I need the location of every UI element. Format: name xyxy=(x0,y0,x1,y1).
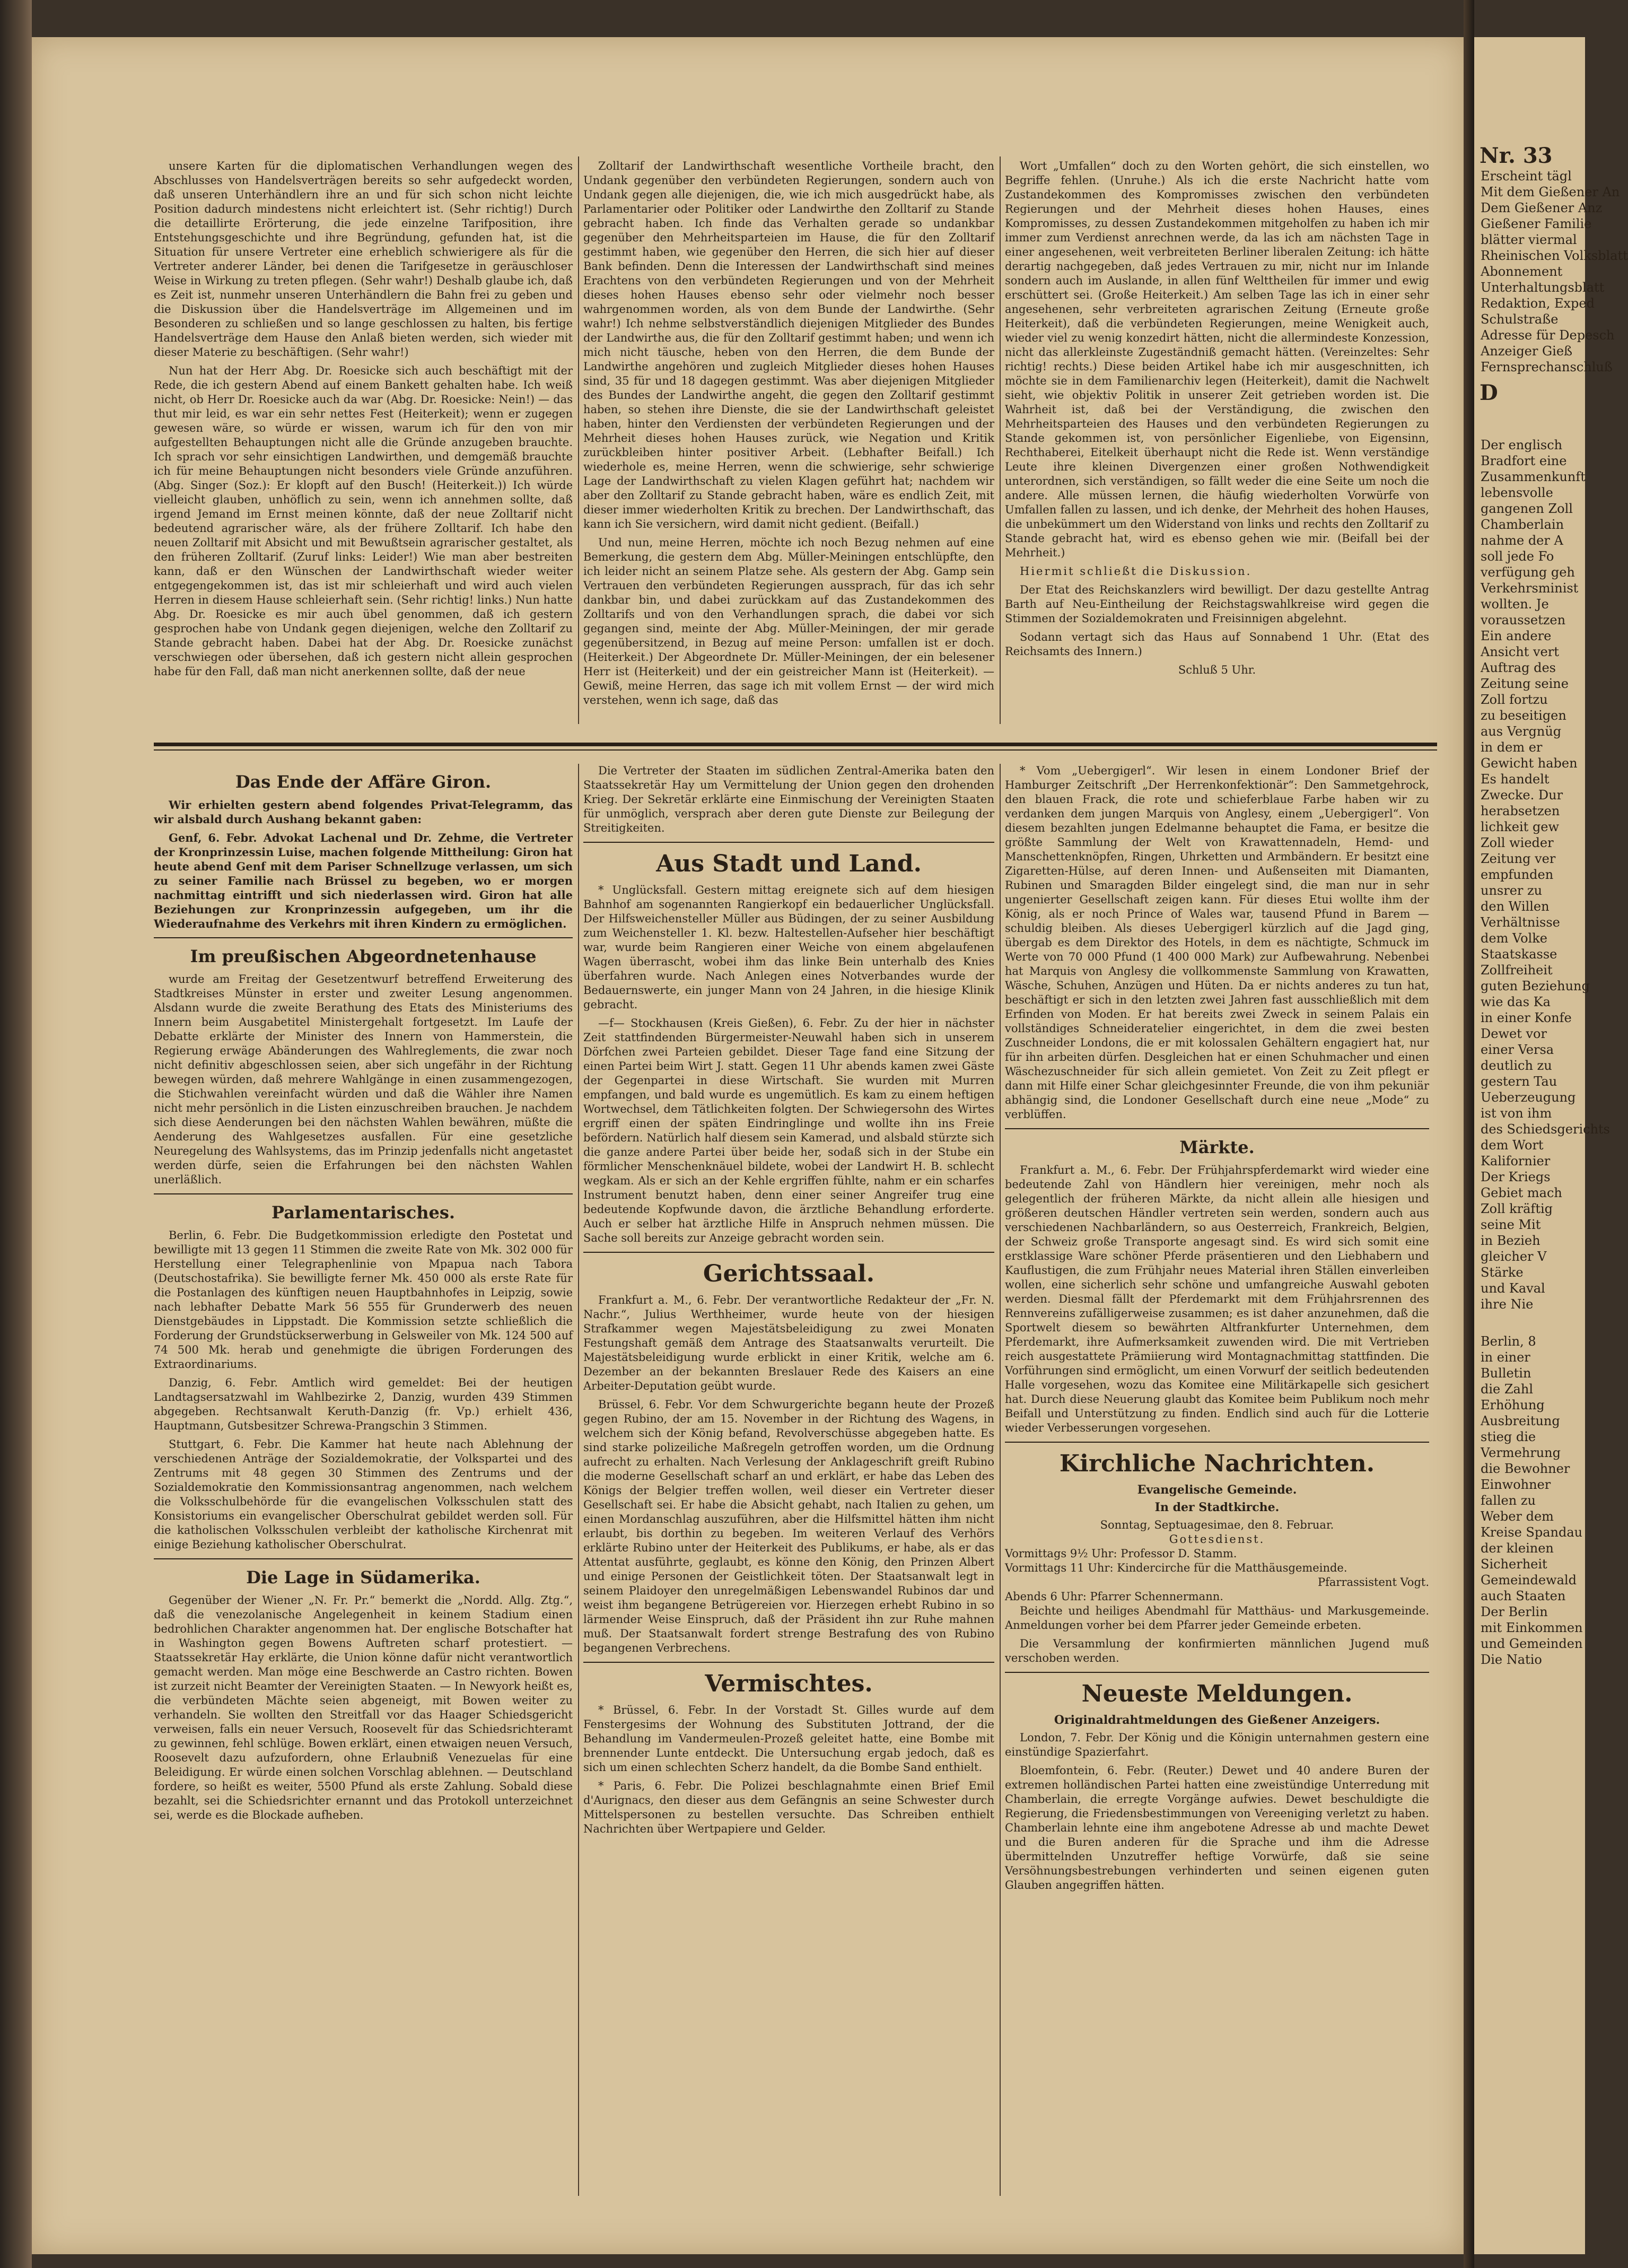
issue-number: Nr. 33 xyxy=(1480,143,1553,168)
next-page-line: Der Berlin xyxy=(1481,1604,1548,1619)
neueste-para: Bloemfontein, 6. Febr. (Reuter.) Dewet und 40 andere Buren der extremen holländischen Partei hatten eine zweistündige Unterredung mit Chamberlain, die erregte Vorgänge aufwies. Dewet beschuldigte die Regierung, die Friedensbestimmungen von Vereeniging verletzt zu haben. Chamberlain lehnte eine ihm angebotene Adresse ab und machte Dewet und die Buren anderen für die Sprache und ihm die Adresse übermittelnden Unzutreffer heftige Vorwürfe, daß sie seine Versöhnungsbestrebungen verhinderten und seinen eigenen guten Glauben angegriffen hätten. xyxy=(1005,1764,1429,1891)
next-page-line: Der Kriegs xyxy=(1481,1170,1551,1184)
next-page-line: die Zahl xyxy=(1481,1382,1533,1397)
bottom-column-1 xyxy=(154,764,573,2196)
next-page-line: soll jede Fo xyxy=(1481,549,1554,564)
affaire-body: Genf, 6. Febr. Advokat Lachenal und Dr. Zehme, die Vertreter der Kronprinzessin Luise, machen folgende Mittheilung: Giron hat heute abend Genf mit dem Pariser Schnellzuge verlassen, um sich zu seiner Familie nach Brüssel zu begeben, wo er morgen nachmittag eintrifft und sich niederlassen wird. Giron hat alle Beziehungen zur Kronprinzessin aufgegeben, um ihr die Wiederaufnahme des Verkehrs mit ihren Kindern zu ermöglichen. xyxy=(154,831,573,930)
next-page-edge xyxy=(1474,37,1628,2254)
next-page-line: Ausbreitung xyxy=(1481,1414,1560,1428)
next-page-line: Kreise Spandau xyxy=(1481,1525,1583,1540)
kirche-line: Pfarrassistent Vogt. xyxy=(1317,1576,1429,1589)
next-page-line: und Kaval xyxy=(1481,1281,1545,1296)
next-page-line: die Bewohner xyxy=(1481,1461,1570,1476)
next-page-line: seine Mit xyxy=(1481,1217,1541,1232)
next-page-line: aus Vergnüg xyxy=(1481,724,1562,739)
divider xyxy=(583,1662,994,1663)
next-page-line: Zoll fortzu xyxy=(1481,692,1548,707)
next-page-line: Bulletin xyxy=(1481,1366,1531,1381)
top-column-3 xyxy=(1005,159,1429,732)
next-page-line: Gewicht haben xyxy=(1481,756,1578,771)
next-page-line: Gebiet mach xyxy=(1481,1185,1562,1200)
next-page-line: Gemeindewald xyxy=(1481,1573,1577,1587)
next-page-initial: D xyxy=(1480,380,1498,405)
next-page-line: Ansicht vert xyxy=(1481,644,1559,659)
next-page-line: gleicher V xyxy=(1481,1249,1547,1264)
top-column-1 xyxy=(154,159,573,732)
next-page-line: auch Staaten xyxy=(1481,1589,1566,1603)
next-page-line: Bradfort eine xyxy=(1481,453,1567,468)
stadt-para: * Unglücksfall. Gestern mittag ereignete sich auf dem hiesigen Bahnhof am sogenannten Rangierkopf ein bedauerlicher Unglücksfall. Der Hilfsweichensteller Müller aus Büdingen, der zu seiner Ausbildung zum Weichensteller 1. Kl. bezw. Haltestellen-Aufseher hier beschäftigt war, wurde beim Rangieren einer Weiche von einem abgelaufenen Wagen überrascht, wobei ihm das linke Bein unterhalb des Knies überfahren wurde. Nach Anlegen eines Notverbandes wurde der Bedauernswerte, ein junger Mann von 24 Jahren, in die hiesige Klinik gebracht. xyxy=(583,884,994,1011)
parlamentarisches-para: Danzig, 6. Febr. Amtlich wird gemeldet: Bei der heutigen Landtagsersatzwahl im Wahlbezirke 2, Danzig, wurden 439 Stimmen abgegeben. Rechtsanwalt Keruth-Danzig (fr. Vp.) erhielt 436, Hauptmann, Gutsbesitzer Schrewa-Prangschin 3 Stimmen. xyxy=(154,1376,573,1432)
kirche-line: Sonntag, Septuagesimae, den 8. Februar. xyxy=(1100,1519,1334,1531)
abgeordnetenhaus-headline: Im preußischen Abgeordnetenhause xyxy=(190,946,537,966)
next-page-line: Weber dem xyxy=(1481,1509,1554,1524)
next-page-line: Die Natio xyxy=(1481,1652,1542,1667)
book-spine xyxy=(1464,0,1474,2268)
next-page-line: Unterhaltungsblatt xyxy=(1481,280,1605,295)
next-page-line: dem Wort xyxy=(1481,1138,1544,1153)
top-col2-para: Zolltarif der Landwirthschaft wesentliche Vortheile bracht, den Undank gegenüber den verbündeten Regierungen, sondern auch von Undank gegen alle diejenigen, die, wie ich mich ausgedrückt habe, als Parlamentarier oder Politiker oder Landwirthe den Zolltarif zu Stande gebracht haben. Ich finde das Verhalten gerade so undankbar gegenüber den Mehrheitsparteien im Hause, die für den Zolltarif gestimmt haben, wie gegenüber den Herren, die sich hier auf dieser Bank befinden. Denn die Interessen der Landwirthschaft sind meines Erachtens von den verbündeten Regierungen und von der Mehrheit dieses hohen Hauses ebenso sehr oder vielmehr noch besser wahrgenommen worden, als von dem Bunde der Landwirthe. (Sehr wahr!) Ich nehme selbstverständlich diejenigen Mitglieder des Bundes der Landwirthe aus, die für den Zolltarif gestimmt haben; und wenn ich mich nicht täusche, heben von den Herren, die dem Bunde der Landwirthe angehören und zugleich Mitglieder dieses hohen Hauses sind, 35 für und 18 dagegen gestimmt. Was aber diejenigen Mitglieder des Bundes der Landwirthe angeht, die gegen den Zolltarif gestimmt haben, so stehen ihre Dienste, die sie der Landwirthschaft geleistet haben, hinter den Verdiensten der verbündeten Regierungen und der Mehrheit dieses hohen Hauses zurück, wie Negation und Kritik zurückbleiben hinter positiver Arbeit. (Lebhafter Beifall.) Ich wiederhole es, meine Herren, wenn die schwierige, sehr schwierige Lage der Landwirthschaft zu vielen Klagen geführt hat; nachdem wir aber den Zolltarif zu Stande gebracht haben, wäre es endlich Zeit, mit dieser immer wiederholten Kritik zu brechen. Der Landwirthschaft, das kann ich Sie versichern, wird damit nicht gedient. (Beifall.) xyxy=(583,160,994,530)
next-page-line: gangenen Zoll xyxy=(1481,501,1573,516)
abgeordnetenhaus-body: wurde am Freitag der Gesetzentwurf betreffend Erweiterung des Stadtkreises Münster in erster und zweiter Lesung angenommen. Alsdann wurde die zweite Berathung des Etats des Ministeriums des Innern beim Ausgabetitel Ministergehalt fortgesetzt. Im Laufe der Debatte erklärte der Minister des Innern von Hammerstein, die Regierung erwäge Abänderungen des Wahlreglements, die zwar noch nicht definitiv abgeschlossen seien, aber sich ungefähr in der Richtung bewegen würden, daß mehrere Wahlgänge in einen zusammengezogen, die Stichwahlen vereinfacht würden und daß die Wähler ihre Namen nicht mehr persönlich in die Listen einzuschreiben brauchen. Je nachdem sich diese Aenderungen bei den nächsten Wahlen bewähren, müßte die Aenderung des Wahlgesetzes ausfallen. Für eine gesetzliche Neuregelung des Wahlsystems, das im Prinzip jedenfalls nicht angetastet werden dürfe, seien die Erfahrungen bei den nächsten Wahlen unerläßlich. xyxy=(154,973,573,1186)
next-page-line: zu beseitigen xyxy=(1481,708,1566,723)
next-page-line: Auftrag des xyxy=(1481,660,1556,675)
affaire-headline: Das Ende der Affäre Giron. xyxy=(235,772,492,792)
next-page-line: Ein andere xyxy=(1481,629,1552,643)
suedamerika-body: Gegenüber der Wiener „N. Fr. Pr.“ bemerkt die „Nordd. Allg. Ztg.“, daß die venezolanische Angelegenheit in keinem Stadium einen bedrohlichen Charakter angenommen hat. Der englische Botschafter hat in Washington gegen Bowens Auftreten scharf protestiert. — Staatssekretär Hay erklärte, die Union könne dafür nicht verantwortlich gemacht werden. Man möge eine Beschwerde an Castro richten. Bowen ist zurzeit nicht Beamter der Vereinigten Staaten. — In Newyork heißt es, die verbündeten Mächte seien abgeneigt, mit Bowen weiter zu verhandeln. Sie wollten den Streitfall vor das Haager Schiedsgericht verweisen, falls ein neuer Versuch, Roosevelt für das Schiedsrichteramt zu gewinnen, fehl schlüge. Bowen erklärt, einen etwaigen neuen Versuch, Roosevelt dazu aufzufordern, ohne Erlaubniß Venezuelas für eine Beleidigung. Er würde einen solchen Vorschlag ablehnen. — Deutschland fordere, so heißt es weiter, 5500 Pfund als erste Zahlung. Sobald diese bezahlt, sei die Schiedsrichter ernannt und das Protokoll unterzeichnet sei, werde es die Blockade aufheben. xyxy=(154,1594,573,1821)
neueste-headline: Neueste Meldungen. xyxy=(1081,1680,1353,1707)
parlamentarisches-para: Stuttgart, 6. Febr. Die Kammer hat heute nach Ablehnung der verschiedenen Anträge der Sozialdemokratie, der Volkspartei und des Zentrums mit 48 gegen 30 Stimmen des Zentrums und der Sozialdemokratie den Kommissionsantrag angenommen, nach welchem die Volksschulbehörde für die evangelischen Volksschulen statt des Konsistoriums ein evangelischer Oberschulrat gebildet werden soll. Für die katholischen Volksschulen verbleibt der katholische Kirchenrat mit einige Beziehung katholischer Oberschulrat. xyxy=(154,1438,573,1551)
next-page-line: Gießener Familie xyxy=(1481,216,1592,231)
next-page-line: Anzeiger Gieß xyxy=(1481,344,1573,359)
top-col1-para: Nun hat der Herr Abg. Dr. Roesicke sich auch beschäftigt mit der Rede, die ich gestern Abend auf einem Bankett gehalten habe. Ich weiß nicht, ob Herr Dr. Roesicke auch da war (Abg. Dr. Roesicke: Nein!) — das thut mir leid, es war ein sehr nettes Fest (Heiterkeit); wenn er zugegen gewesen wäre, so würde er wissen, warum ich für den von mir aufgestellten Behauptungen nicht alle die Gründe anzugeben brauchte. Ich sprach vor sehr einsichtigen Landwirthen, und demgemäß brauchte ich für meine Behauptungen nicht besonders viele Gründe anzuführen. (Abg. Singer (Soz.): Er klopft auf den Busch! (Heiterkeit.)) Ich würde vielleicht glauben, unhöflich zu sein, wenn ich annehmen sollte, daß irgend Jemand im Ernst meinen könnte, daß der neue Zolltarif nicht bedeutend agrarischer wäre, als der frühere Zolltarif. Ich habe den neuen Zolltarif mit Absicht und mit Bewußtsein agrarischer gestaltet, als den früheren Zolltarif. (Zuruf links: Leider!) Wie man aber bestreiten kann, daß er den Wünschen der Landwirthschaft wieder weiter entgegengekommen ist, das ist mir schleierhaft und wird auch vielen Herren in diesem Hause schleierhaft sein. (Sehr richtig! links.) Nun hatte Abg. Dr. Roesicke es mir auch übel genommen, daß ich gestern gesprochen habe von Undank gegen diejenigen, welche den Zolltarif zu Stande gebracht haben. Dabei hat der Abg. Dr. Roesicke zunächst verschwiegen oder übersehen, daß ich gestern nicht allein gesprochen habe für den Fall, daß man nicht anerkennen sollte, daß der neue xyxy=(154,364,573,678)
next-page-line: in dem er xyxy=(1481,740,1543,755)
next-page-line: Schulstraße xyxy=(1481,312,1559,327)
next-page-line: lebensvolle xyxy=(1481,485,1553,500)
next-page-line: Sicherheit xyxy=(1481,1557,1547,1572)
next-page-line: nahme der A xyxy=(1481,533,1563,548)
next-page-line: Vermehrung xyxy=(1481,1445,1561,1460)
divider xyxy=(583,1252,994,1253)
next-page-line: guten Beziehung xyxy=(1481,979,1590,993)
divider xyxy=(1005,1442,1429,1443)
next-page-line: ist von ihm xyxy=(1481,1106,1552,1121)
next-page-line: wollten. Je xyxy=(1481,597,1549,612)
zentralamerika-para: Die Vertreter der Staaten im südlichen Zentral-Amerika baten den Staatssekretär Hay um Vermittelung der Union gegen den drohenden Krieg. Der Sekretär erklärte eine Einmischung der Vereinigten Staaten für unmöglich, versprach aber deren gute Dienste zur Beilegung der Streitigkeiten. xyxy=(583,764,994,834)
next-page-line: Zoll wieder xyxy=(1481,835,1554,850)
stadt-para: —f— Stockhausen (Kreis Gießen), 6. Febr. Zu der hier in nächster Zeit stattfindenden Bürgermeister-Neuwahl haben sich in unserem Dörfchen zwei Parteien gebildet. Dieser Tage fand eine Sitzung der einen Partei beim Wirt J. statt. Gegen 11 Uhr abends kamen zwei Gäste der Gegenpartei in diese Wirtschaft. Sie wurden mit Murren empfangen, und bald wurde es ungemütlich. Es kam zu einem heftigen Wortwechsel, dem Tätlichkeiten folgten. Der Schwiegersohn des Wirtes ergriff einen der späten Eindringlinge und wollte ihn ins Freie befördern. Natürlich half diesem sein Kamerad, und alsbald stürzte sich die ganze andere Partei über beide her, sodaß sich in der Stube ein förmlicher Menschenknäuel bildete, wobei der Landwirt H. B. schlecht wegkam. Als er sich an der Kehle ergriffen fühlte, nahm er ein scharfes Instrument benutzt haben, denn einer seiner Angreifer trug eine bedeutende Kopfwunde davon, die ärztliche Behandlung erforderte. Auch er selber hat ärztliche Hilfe in Anspruch nehmen müssen. Die Sache soll bereits zur Anzeige gebracht worden sein. xyxy=(583,1017,994,1244)
kirche-line: Die Versammlung der konfirmierten männlichen Jugend muß verschoben werden. xyxy=(1005,1637,1429,1664)
next-page-line: gestern Tau xyxy=(1481,1074,1557,1089)
next-page-line: Dewet vor xyxy=(1481,1026,1547,1041)
verm-para: * Paris, 6. Febr. Die Polizei beschlagnahmte einen Brief Emil d'Aurignacs, den dieser aus dem Gefängnis an seine Schwester durch Mittelspersonen zu bestellen versuchte. Das Schreiben enthielt Nachrichten über Wertpapiere und Gelder. xyxy=(583,1779,994,1835)
section-separator xyxy=(154,743,1437,746)
kirche-subheading: Evangelische Gemeinde. xyxy=(1137,1483,1297,1497)
kirche-line: Vormittags 11 Uhr: Kindercirche für die Matthäusgemeinde. xyxy=(1005,1562,1347,1574)
top-col1-para: unsere Karten für die diplomatischen Verhandlungen wegen des Abschlusses von Handelsverträgen bereits so sehr aufgedeckt worden, daß unseren Unterhändlern ihre an und für sich schon nicht leichte Position dadurch mindestens nicht erleichtert ist. (Sehr richtig!) Durch die detaillirte Erörterung, die jede einzelne Tarifposition, ihre Entstehungsgeschichte und ihre Begründung, gefunden hat, ist die Situation für unsere Vertreter eine erheblich schwierigere als für die Vertreter anderer Länder, bei denen die Tarifgesetze in geräuschloser Weise in Wirkung zu treten pflegen. (Sehr wahr!) Deshalb glaube ich, daß es Zeit ist, nunmehr unseren Unterhändlern die Bahn frei zu geben und die Diskussion über die Handelsverträge im Allgemeinen und im Besonderen zu schließen und so lange geschlossen zu halten, bis fertige Handelsverträge dem Hause den Anlaß bieten werden, sich wieder mit dieser Materie zu beschäftigen. (Sehr wahr!) xyxy=(154,160,573,359)
next-page-line: Es handelt xyxy=(1481,772,1550,787)
next-page-line: Zwecke. Dur xyxy=(1481,788,1563,802)
kirche-line: Vormittags 9½ Uhr: Professor D. Stamm. xyxy=(1005,1547,1237,1560)
gericht-para: Frankfurt a. M., 6. Febr. Der verantwortliche Redakteur der „Fr. N. Nachr.“, Julius Werthheimer, wurde heute von der hiesigen Strafkammer wegen Majestätsbeleidigung zu zwei Monaten Festungshaft gemäß dem Antrage des Staatsanwalts verurteilt. Die Majestätsbeleidigung wurde erblickt in einer Kritik, welche am 6. Dezember an der bekannten Breslauer Rede des Kaisers an eine Arbeiter-Deputation geübt wurde. xyxy=(583,1294,994,1392)
next-page-line: Zoll kräftig xyxy=(1481,1201,1553,1216)
top-column-2 xyxy=(583,159,994,732)
closing-time: Schluß 5 Uhr. xyxy=(1178,664,1256,676)
next-page-line: herabsetzen xyxy=(1481,804,1560,818)
vermischtes-headline: Vermischtes. xyxy=(705,1670,873,1697)
stadt-land-headline: Aus Stadt und Land. xyxy=(656,850,922,877)
divider xyxy=(154,1193,573,1194)
next-page-line: und Gemeinden xyxy=(1481,1636,1583,1651)
divider xyxy=(1005,1672,1429,1673)
next-page-line: Berlin, 8 xyxy=(1481,1334,1536,1349)
top-col2-para: Und nun, meine Herren, möchte ich noch Bezug nehmen auf eine Bemerkung, die gestern dem Abg. Müller-Meiningen entschlüpfte, den ich leider nicht an seinem Platze sehe. Als gestern der Abg. Gamp sein Vertrauen den verbündeten Regierungen aussprach, für das ich sehr dankbar bin, und dabei zurückkam auf das Zustandekommen des Zolltarifs und von den Verhandlungen sprach, die dabei vor sich gegangen sind, meinte der Abg. Müller-Meiningen, der mir gerade gegenübersitzend, in Bezug auf meine Person: umfallen ist er doch. (Heiterkeit.) Der Abgeordnete Dr. Müller-Meiningen, der ein belesener Herr ist (Heiterkeit) und der ein geistreicher Mann ist (Heiterkeit). — Gewiß, meine Herren, das sage ich mit vollem Ernst — der wird mich verstehen, wenn ich sage, daß das xyxy=(583,536,994,706)
affaire-intro: Wir erhielten gestern abend folgendes Privat-Telegramm, das wir alsbald durch Aushang bekannt gaben: xyxy=(154,798,573,826)
kirchliche-headline: Kirchliche Nachrichten. xyxy=(1059,1450,1375,1477)
bottom-column-2 xyxy=(583,764,994,2196)
next-page-line: deutlich zu xyxy=(1481,1058,1552,1073)
divider xyxy=(154,937,573,938)
bottom-column-3 xyxy=(1005,764,1429,2196)
divider xyxy=(154,1558,573,1559)
column-divider xyxy=(1000,156,1001,724)
next-page-line: mit Einkommen xyxy=(1481,1620,1583,1635)
next-page-line: Verkehrsminist xyxy=(1481,581,1579,596)
next-page-line: Zeitung ver xyxy=(1481,851,1556,866)
suedamerika-headline: Die Lage in Südamerika. xyxy=(246,1567,480,1587)
next-page-line: Chamberlain xyxy=(1481,517,1564,532)
next-page-line: empfunden xyxy=(1481,867,1554,882)
next-page-line: verfügung geh xyxy=(1481,565,1575,580)
verm-para: * Brüssel, 6. Febr. In der Vorstadt St. Gilles wurde auf dem Fenstergesims der Wohnung des Substituten Jottrand, der die Behandlung im Vandermeulen-Prozeß geleitet hatte, eine Bombe mit brennender Lunte entdeckt. Die Untersuchung ergab jedoch, daß es sich um einen schlechten Scherz handelt, da die Bombe Sand enthielt. xyxy=(583,1704,994,1774)
neueste-subheading: Originaldrahtmeldungen des Gießener Anzeigers. xyxy=(1054,1713,1380,1727)
next-page-line: in einer Konfe xyxy=(1481,1010,1572,1025)
kirche-line: Gottesdienst. xyxy=(1169,1533,1265,1546)
next-page-line: voraussetzen xyxy=(1481,613,1566,627)
next-page-line: Verhältnisse xyxy=(1481,915,1560,930)
top-col3-para: Sodann vertagt sich das Haus auf Sonnabend 1 Uhr. (Etat des Reichsamts des Innern.) xyxy=(1005,631,1429,658)
next-page-line: dem Volke xyxy=(1481,931,1547,946)
maerkte-para: Frankfurt a. M., 6. Febr. Der Frühjahrspferdemarkt wird wieder eine bedeutende Zahl von Händlern hier vereinigen, mehr noch als gelegentlich der früheren Märkte, da nicht allein alle hiesigen und größeren deutschen Händler vertreten sein werden, sondern auch aus verschiedenen Nachbarländern, so aus Oesterreich, Frankreich, Belgien, der Schweiz große Transporte angesagt sind. Es wird sich somit eine erstklassige Ware schöner Pferde präsentieren und den Liebhabern und Kauflustigen, die zum Frühjahr neues Material ihren Ställen einverleiben wollen, eine sicherlich sehr schöne und umfangreiche Auswahl geboten werden. Diesmal fällt der Pferdemarkt mit dem Frühjahrsrennen des Rennvereins zufälligerweise zusammen; es ist daher anzunehmen, daß die Sportwelt diesem so bewährten Altfrankfurter Unternehmen, dem Pferdemarkt, ihre Aufmerksamkeit zuwenden wird. Die mit Vertrieben reich ausgestattete Prämiierung wird Montagnachmittag stattfinden. Die Vorführungen sind ermöglicht, um einen Vorwurf der seitlich bedeutenden Halle vorgesehen, wozu das Komitee eine Militärkapelle sich gesichert hat. Durch diese Neuerung glaubt das Komitee beim Publikum noch mehr Beifall und Unterstützung zu finden. Endlich sind auch für die Lotterie wieder Verbesserungen vorgesehen. xyxy=(1005,1164,1429,1434)
divider xyxy=(1005,1128,1429,1129)
gerichtssaal-headline: Gerichtssaal. xyxy=(703,1260,875,1287)
uebergigerl-para: * Vom „Uebergigerl“. Wir lesen in einem Londoner Brief der Hamburger Zeitschrift „Der Herrenkonfektionär“: Den Sammetgehrock, den blauen Frack, die rote und schieferblaue Farbe haben wir zu verdanken dem jungen Marquis von Anglesy, einem „Uebergigerl“. Von diesem bezahlten jungen Edelmanne behauptet die Fama, er besitze die größte Sammlung der Welt von Krawattennadeln, Hemd- und Manschettenknöpfen, Ringen, Uhrketten und Armbändern. Er besitzt eine Zigaretten-Hülse, auf deren Innen- und Außenseiten mit Diamanten, Rubinen und Smaragden Bilder eingelegt sind, die man nur in sehr ungenierter Gesellschaft zeigen kann. Für dieses Etui wollte ihm der König, als er noch Prince of Wales war, tausend Pfund in Barem — schuldig bleiben. Als dieses Uebergigerl kürzlich auf die Jagd ging, übergab es dem Direktor des Hotels, in dem es nächtigte, Schmuck im Werte von 70 000 Pfund (1 400 000 Mark) zur Aufbewahrung. Nebenbei hat Marquis von Anglesy die vollkommenste Sammlung von Krawatten, Wäsche, Schuhen, Anzügen und Hüten. Da er nichts anderes zu tun hat, beschäftigt er sich in den letzten zwei Jahren fast ausschließlich mit dem Erfinden von Moden. Er hat bereits zwei Zweck in seinem Palais ein vollständiges Schneideratelier eingerichtet, in dem die zwei besten Zuschneider Londons, die er mit kolossalen Gehältern engagiert hat, nur für ihn arbeiten dürfen. Desgleichen hat er einen Schuhmacher und einen Wäschezuschneider für sich allein gemietet. Von Zeit zu Zeit pflegt er dann mit Hilfe einer Schar gleichgesinnter Freunde, die von ihm pekuniär abhängig sind, die Londoner Gesellschaft durch eine neue „Mode“ zu verblüffen. xyxy=(1005,764,1429,1121)
debate-closed-line: Hiermit schließt die Diskussion. xyxy=(1020,565,1252,578)
next-page-line: Fernsprechanschluß xyxy=(1481,360,1613,374)
maerkte-headline: Märkte. xyxy=(1179,1137,1255,1157)
column-divider xyxy=(578,764,579,2196)
next-page-line: Einwohner xyxy=(1481,1477,1551,1492)
gericht-para: Brüssel, 6. Febr. Vor dem Schwurgerichte begann heute der Prozeß gegen Rubino, der am 15. November in der Richtung des Wagens, in welchem sich der König befand, Revolverschüsse abgegeben hatte. Es sind starke polizeiliche Maßregeln getroffen worden, um die Ordnung aufrecht zu erhalten. Nach Verlesung der Anklageschrift greift Rubino die moderne Gesellschaft scharf an und erklärt, er habe das Leben des Königs der Belgier treffen wollen, weil dieser ein Vertreter dieser Gesellschaft sei. Er habe die Absicht gehabt, nach Italien zu gehen, um einen Mordanschlag auszuführen, aber die Hilfsmittel hätten ihm nicht erlaubt, bis dorthin zu begeben. Im weiteren Verlauf des Verhörs erklärte Rubino unter der Heiterkeit des Publikums, er habe, als er das Attentat ausführte, geglaubt, es könne den König, den Prinzen Albert und einige Personen der Geistlichkeit töten. Der Staatsanwalt legt in seinem Plaidoyer den unregelmäßigen Lebenswandel Rubinos dar und weist ihm begangene Betrügereien vor. Hierzegen erhebt Rubino in so lärmender Weise Einspruch, daß der Präsident ihn zur Ruhe mahnen muß. Der Staatsanwalt fordert strenge Bestrafung des von Rubino begangenen Verbrechens. xyxy=(583,1398,994,1654)
parlamentarisches-para: Berlin, 6. Febr. Die Budgetkommission erledigte den Postetat und bewilligte mit 13 gegen 11 Stimmen die zweite Rate von Mk. 302 000 für Herstellung einer Telegraphenlinie von Mpapua nach Tabora (Deutschostafrika). Sie bewilligte ferner Mk. 450 000 als erste Rate für die Postanlagen des künftigen neuen Hauptbahnhofes in Leipzig, sowie nach lebhafter Debatte Mark 56 555 für Grunderwerb des neuen Dienstgebäudes in Lippstadt. Die Kommission setzte schließlich die Forderung der Grundstückserwerbung in Gelsweiler von Mk. 124 500 auf 74 500 Mk. herab und genehmigte die übrigen Forderungen des Extraordinariums. xyxy=(154,1229,573,1371)
next-page-line: Der englisch xyxy=(1481,438,1563,452)
next-page-line: des Schiedsgerichts xyxy=(1481,1122,1610,1137)
section-separator-thin xyxy=(154,749,1437,751)
next-page-line: Rheinischen Volksblatt xyxy=(1481,248,1628,263)
next-page-line: der kleinen xyxy=(1481,1541,1554,1556)
next-page-line: lichkeit gew xyxy=(1481,819,1560,834)
next-page-column xyxy=(1474,405,1610,1668)
next-page-line: Erhöhung xyxy=(1481,1398,1545,1412)
next-page-line: wie das Ka xyxy=(1481,995,1551,1009)
parlamentarisches-headline: Parlamentarisches. xyxy=(272,1202,455,1223)
column-divider xyxy=(578,156,579,724)
next-page-line: Adresse für Depesch xyxy=(1481,328,1615,343)
top-col3-para: Der Etat des Reichskanzlers wird bewilligt. Der dazu gestellte Antrag Barth auf Neu-Eintheilung der Reichstagswahlkreise wird gegen die Stimmen der Sozialdemokraten und Freisinnigen abgelehnt. xyxy=(1005,583,1429,625)
next-page-line: in Bezieh xyxy=(1481,1233,1541,1248)
next-page-line: Redaktion, Exped xyxy=(1481,296,1595,311)
divider xyxy=(583,842,994,843)
next-page-line: stieg die xyxy=(1481,1429,1536,1444)
next-page-line: Mit dem Gießener An xyxy=(1481,185,1620,199)
binding-left xyxy=(0,0,32,2268)
column-divider xyxy=(1000,764,1001,2196)
kirche-line: Beichte und heiliges Abendmahl für Matthäus- und Markusgemeinde. Anmeldungen vorher bei dem Pfarrer jeder Gemeinde erbeten. xyxy=(1005,1604,1429,1632)
top-col3-para: Wort „Umfallen“ doch zu den Worten gehört, die sich einstellen, wo Begriffe fehlen. (Unruhe.) Als ich die erste Nachricht hatte vom Zustandekommen des Kompromisses zwischen den verbündeten Regierungen und der Mehrheit dieses hohen Hauses, eines Kompromisses, zu dessen Zustandekommen mitgeholfen zu haben ich mir immer zum Verdienst anrechnen werde, da las ich am nächsten Tage in einer angesehenen, weit verbreiteten Berliner liberalen Zeitung: ich hätte derartig nachgegeben, daß jedes Vertrauen zu mir, nicht nur im Inlande sondern auch im Auslande, in allen fünf Welttheilen für immer und ewig erschüttert sei. (Große Heiterkeit.) Am selben Tage las ich in einer sehr angesehenen, sehr verbreiteten agrarischen Zeitung (Erneute große Heiterkeit), daß die verbündeten Regierungen, meine Wenigkeit auch, wieder viel zu wenig konzedirt hätten, nicht die allermindeste Konzession, nicht das allerkleinste Zugeständniß gemacht hätten. (Vereinzeltes: Sehr richtig! rechts.) Diese beiden Artikel habe ich mir ausgeschnitten, ich möchte sie in dem Familienarchiv legen (Heiterkeit), damit die Nachwelt sieht, wie objektiv Politik in unserer Zeit getrieben worden ist. Die Wahrheit ist, daß bei der Verständigung, die zwischen den Mehrheitsparteien des Hauses und den verbündeten Regierungen zu Stande gekommen ist, von persönlicher Eigenliebe, von Eigensinn, Rechthaberei, Eitelkeit überhaupt nicht die Rede ist. Wenn verständige Leute ihre kleinen Divergenzen einer großen Nothwendigkeit unterordnen, sich verständigen, so fällt weder die eine Seite um noch die andere. Alle müssen lernen, die häufig wiederholten Vorwürfe von Umfallen fallen zu lassen, und ich denke, der Mehrheit des hohen Hauses, die unbekümmert um den Widerstand von links und rechts den Zolltarif zu Stande gebracht hat, wird es ebenso gehen wie mir. (Beifall bei der Mehrheit.) xyxy=(1005,160,1429,559)
next-page-line: Staatskasse xyxy=(1481,947,1557,962)
next-page-line: Zollfreiheit xyxy=(1481,963,1553,978)
next-page-line: fallen zu xyxy=(1481,1493,1536,1508)
newspaper-page xyxy=(32,37,1464,2254)
next-page-line: in einer xyxy=(1481,1350,1530,1365)
next-page-line: den Willen xyxy=(1481,899,1550,914)
next-page-line: Kalifornier xyxy=(1481,1154,1551,1168)
next-page-line: ihre Nie xyxy=(1481,1297,1534,1312)
neueste-para: London, 7. Febr. Der König und die Königin unternahmen gestern eine einstündige Spazierfahrt. xyxy=(1005,1731,1429,1758)
kirche-subheading: In der Stadtkirche. xyxy=(1154,1501,1280,1514)
kirche-line: Abends 6 Uhr: Pfarrer Schennermann. xyxy=(1005,1590,1223,1603)
next-page-line: Zusammenkunft xyxy=(1481,469,1586,484)
next-page-line: Erscheint tägl xyxy=(1481,169,1572,184)
next-page-line: einer Versa xyxy=(1481,1042,1554,1057)
next-page-masthead xyxy=(1474,168,1628,375)
next-page-line: Stärke xyxy=(1481,1265,1524,1280)
next-page-line: Abonnement xyxy=(1481,264,1563,279)
next-page-line: Zeitung seine xyxy=(1481,676,1569,691)
next-page-line: blätter viermal xyxy=(1481,232,1577,247)
next-page-line: unsrer zu xyxy=(1481,883,1543,898)
next-page-line: Dem Gießener Anz xyxy=(1481,200,1603,215)
next-page-line: Ueberzeugung xyxy=(1481,1090,1576,1105)
